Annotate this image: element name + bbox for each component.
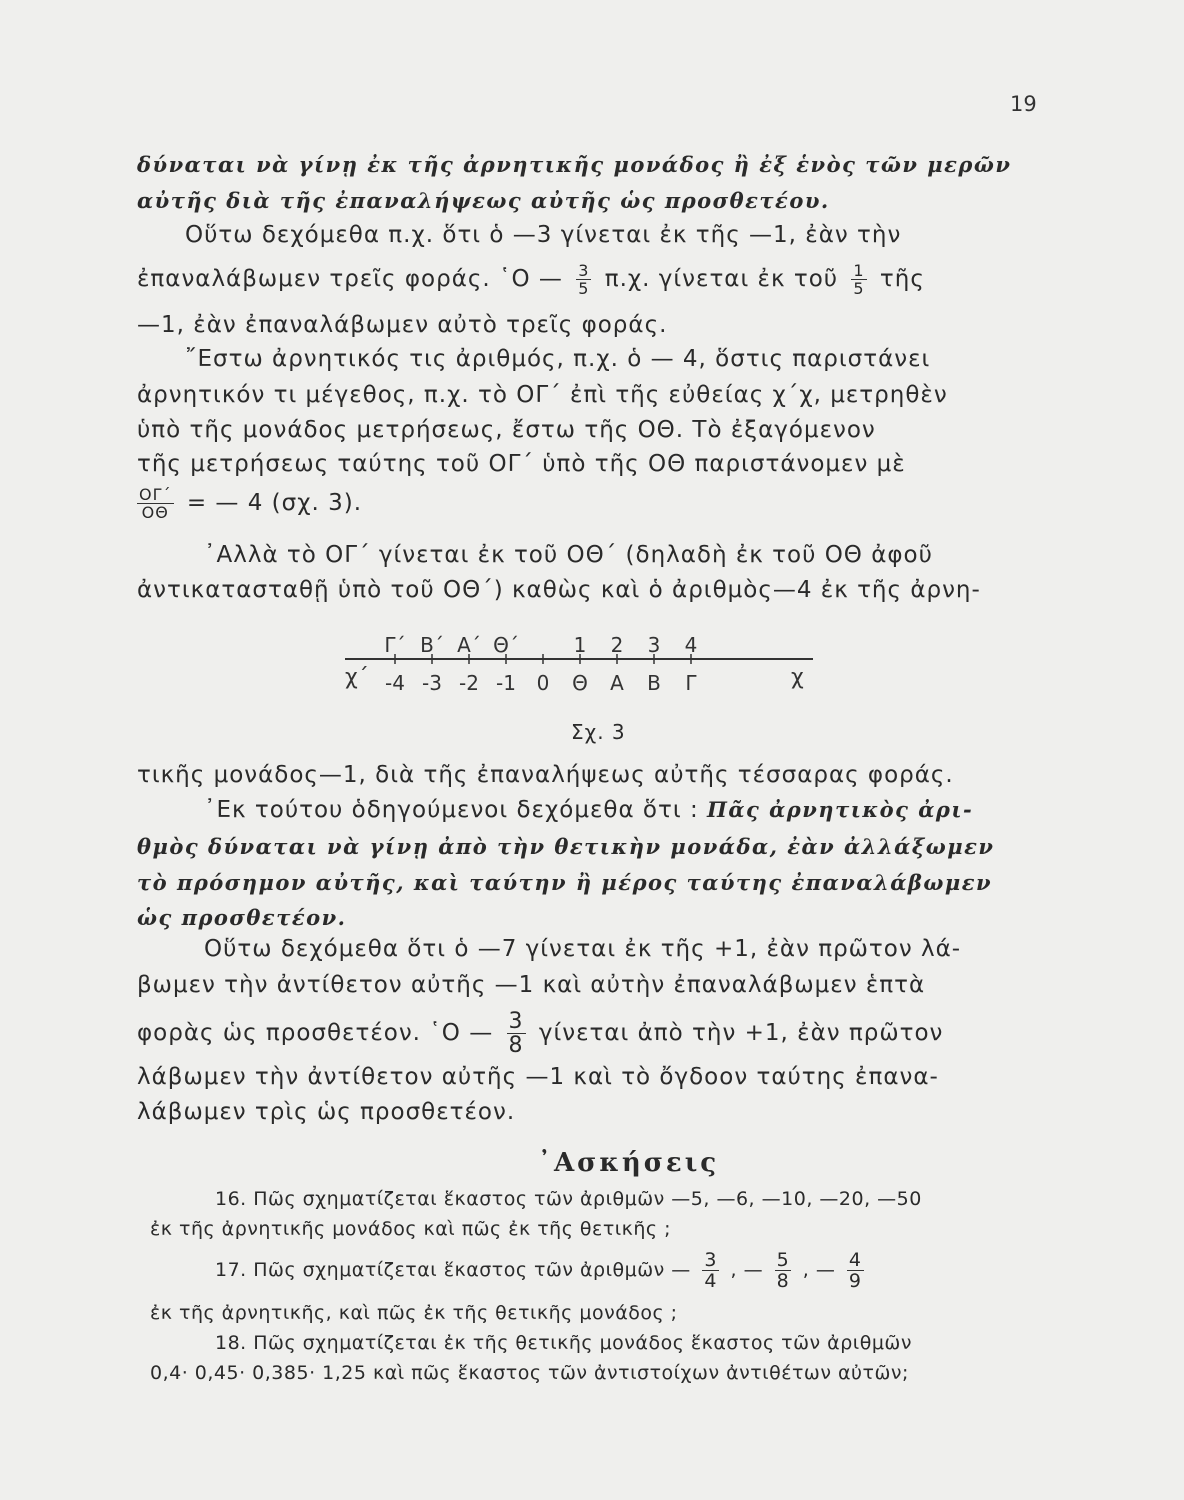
fraction (775, 1250, 792, 1291)
text-line: λάβωμεν τὴν ἀντίθετον αὐτῆς —1 καὶ τὸ ὄγδοον ταύτης ἐπανα- (137, 1064, 939, 1090)
text-line: Οὕτω δεχόμεθα ὅτι ὁ —7 γίνεται ἐκ τῆς +1, ἐὰν πρῶτον λά- (204, 936, 962, 962)
axis-label-right: χ (791, 665, 804, 690)
number-line-svg (343, 632, 823, 702)
fraction-denominator: ΟΘ (141, 503, 169, 522)
bottom-tick-label: -2 (459, 671, 479, 695)
fraction-numerator: 4 (848, 1249, 862, 1271)
text-line: τὸ πρόσημον αὐτῆς, καὶ ταύτην ἢ μέρος ταύτης ἐπαναλάβωμεν (137, 870, 993, 895)
exercise-line: 16. Πῶς σχηματίζεται ἕκαστος τῶν ἀριθμῶν —5, —6, —10, —20, —50 (215, 1188, 922, 1210)
page-number: 19 (1010, 92, 1037, 116)
bottom-tick-label: 0 (536, 671, 550, 695)
fraction (137, 486, 174, 521)
bottom-tick-label: Γ (685, 671, 697, 695)
bottom-tick-label: Α (610, 671, 624, 695)
fraction (576, 262, 591, 297)
fraction-numerator: 3 (704, 1249, 717, 1271)
fraction-numerator: 1 (853, 261, 865, 280)
fraction-denominator: 4 (704, 1270, 717, 1292)
text-line: βωμεν τὴν ἀντίθετον αὐτῆς —1 καὶ αὐτὴν ἐπαναλάβωμεν ἑπτὰ (137, 972, 926, 998)
top-tick-label: 3 (647, 633, 661, 657)
text-segment: π.χ. γίνεται ἐκ τοῦ (604, 266, 839, 292)
text-line: ἀρνητικόν τι μέγεθος, π.χ. τὸ ΟΓ΄ ἐπὶ τῆς εὐθείας χ΄χ, μετρηθὲν (137, 382, 948, 408)
text-line: δύναται νὰ γίνῃ ἐκ τῆς ἀρνητικῆς μονάδος ἢ ἐξ ἑνὸς τῶν μερῶν (137, 152, 1012, 177)
fraction-denominator: 8 (776, 1270, 790, 1292)
exercise-line: 0,4· 0,45· 0,385· 1,25 καὶ πῶς ἕκαστος τῶν ἀντιστοίχων ἀντιθέτων αὐτῶν; (150, 1362, 909, 1384)
fraction (507, 1010, 526, 1057)
text-line: λάβωμεν τρὶς ὡς προσθετέον. (137, 1099, 516, 1125)
fraction (851, 262, 866, 297)
bottom-tick-label: Θ (572, 671, 588, 695)
top-tick-label: Θ΄ (493, 633, 519, 657)
exercise-line: ἐκ τῆς ἀρνητικῆς μονάδος καὶ πῶς ἐκ τῆς θετικῆς ; (150, 1218, 672, 1240)
figure-caption: Σχ. 3 (571, 720, 626, 744)
text-segment: φορὰς ὡς προσθετέον. ῾Ο — (137, 1020, 494, 1046)
text-line: αὐτῆς διὰ τῆς ἐπαναλήψεως αὐτῆς ὡς προσθετέου. (137, 188, 830, 213)
bottom-tick-label: -4 (385, 671, 405, 695)
text-line (137, 1010, 943, 1057)
top-tick-label: 2 (610, 633, 624, 657)
text-line (137, 262, 925, 297)
text-line: ὑπὸ τῆς μονάδος μετρήσεως, ἔστω τῆς ΟΘ. Τὸ ἐξαγόμενον (137, 417, 876, 443)
text-line: ἀντικατασταθῇ ὑπὸ τοῦ ΟΘ΄) καθὼς καὶ ὁ ἀριθμὸς—4 ἐκ τῆς ἀρνη- (137, 577, 981, 603)
fraction (702, 1250, 719, 1291)
fraction-numerator: ΟΓ΄ (139, 485, 172, 504)
top-tick-label: 4 (684, 633, 698, 657)
fraction-numerator: 3 (578, 261, 590, 280)
fraction-numerator: 3 (508, 1009, 524, 1034)
text-line (204, 797, 973, 823)
exercise-line: 17. Πῶς σχηματίζεται ἕκαστος τῶν ἀριθμῶν — $\frac{3}{4}$ , — $\frac{5}{8}$ , — $\frac{4}{9}$ (215, 1249, 862, 1292)
text-segment: ἐπαναλάβωμεν τρεῖς φοράς. ῾Ο — (137, 266, 563, 292)
fraction-denominator: 5 (578, 279, 590, 298)
exercise-line: 18. Πῶς σχηματίζεται ἐκ τῆς θετικῆς μονάδος ἕκαστος τῶν ἀριθμῶν (215, 1332, 912, 1354)
top-tick-label: Α΄ (457, 633, 481, 657)
text-line: τῆς μετρήσεως ταύτης τοῦ ΟΓ΄ ὑπὸ τῆς ΟΘ παριστάνομεν μὲ (137, 451, 906, 477)
text-segment: ᾿Εκ τούτου ὁδηγούμενοι δεχόμεθα ὅτι : (204, 797, 699, 823)
fraction-numerator: 5 (776, 1249, 790, 1271)
text-line: Οὕτω δεχόμεθα π.χ. ὅτι ὁ —3 γίνεται ἐκ τῆς —1, ἐὰν τὴν (185, 222, 902, 248)
bottom-tick-label: -3 (422, 671, 442, 695)
top-tick-label: Β΄ (420, 633, 444, 657)
number-line-figure (343, 632, 823, 706)
bottom-tick-label: Β (647, 671, 661, 695)
text-line: θμὸς δύναται νὰ γίνῃ ἀπὸ τὴν θετικὴν μονάδα, ἐὰν ἀλλάξωμεν (137, 834, 995, 859)
text-segment: γίνεται ἀπὸ τὴν +1, ἐὰν πρῶτον (538, 1020, 944, 1046)
text-line: ὡς προσθετέον. (137, 905, 347, 930)
exercises-heading: ᾿Ασκήσεις (538, 1148, 720, 1178)
text-segment: 17. Πῶς σχηματίζεται ἕκαστος τῶν ἀριθμῶν — (215, 1259, 691, 1281)
fraction-denominator: 5 (853, 279, 865, 298)
text-line (137, 486, 362, 521)
top-tick-label: Γ΄ (384, 633, 406, 657)
fraction-denominator: 9 (848, 1270, 862, 1292)
text-segment: τῆς (879, 266, 925, 292)
axis-label-left: χ΄ (345, 665, 369, 690)
text-line: τικῆς μονάδος—1, διὰ τῆς ἐπαναλήψεως αὐτῆς τέσσαρας φοράς. (137, 762, 954, 788)
exercise-line: ἐκ τῆς ἀρνητικῆς, καὶ πῶς ἐκ τῆς θετικῆς μονάδος ; (150, 1302, 678, 1324)
fraction-denominator: 8 (508, 1033, 524, 1058)
top-tick-label: 1 (573, 633, 587, 657)
bottom-tick-label: -1 (496, 671, 516, 695)
fraction (847, 1250, 864, 1291)
text-segment: Πᾶς ἀρνητικὸς ἀρι- (707, 797, 974, 822)
text-line: ᾿Αλλὰ τὸ ΟΓ΄ γίνεται ἐκ τοῦ ΟΘ΄ (δηλαδὴ ἐκ τοῦ ΟΘ ἀφοῦ (204, 542, 933, 568)
text-line: ῎Εστω ἀρνητικός τις ἀριθμός, π.χ. ὁ — 4, ὅστις παριστάνει (185, 346, 931, 372)
text-line: —1, ἐὰν ἐπαναλάβωμεν αὐτὸ τρεῖς φοράς. (137, 312, 668, 338)
text-segment: = — 4 (σχ. 3). (186, 490, 363, 516)
